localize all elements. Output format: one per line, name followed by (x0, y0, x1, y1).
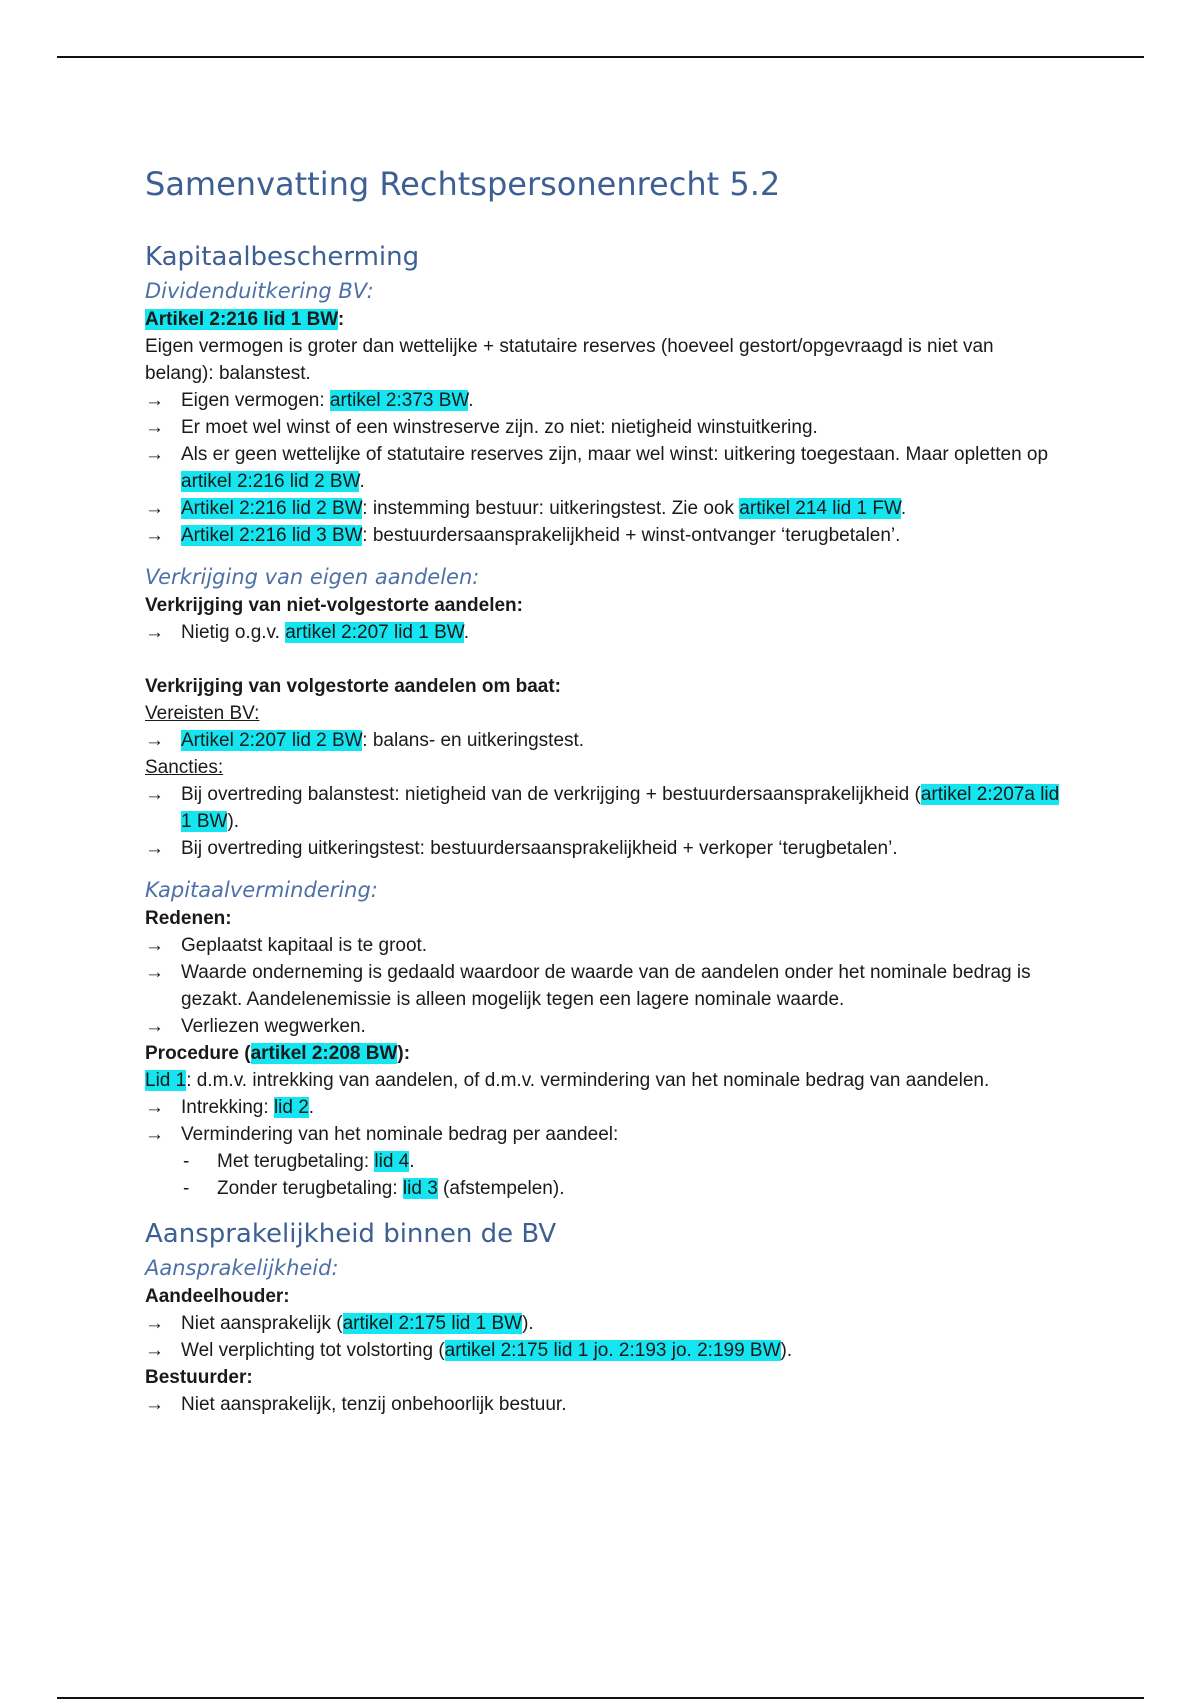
bold-label: Aandeelhouder: (145, 1286, 290, 1307)
sub-list-item: - Met terugbetaling: lid 4. (145, 1148, 1060, 1175)
bold-label: Bestuurder: (145, 1367, 253, 1388)
highlight: Lid 1 (145, 1070, 187, 1091)
list-item: → Verliezen wegwerken. (145, 1013, 1060, 1040)
list-item: → Geplaatst kapitaal is te groot. (145, 932, 1060, 959)
list-item: → Bij overtreding uitkeringstest: bestuurdersaansprakelijkheid + verkoper ‘terugbetalen’. (145, 835, 1060, 862)
highlight: artikel 2:216 lid 2 BW (181, 471, 360, 492)
highlight: Artikel 2:216 lid 2 BW (181, 498, 363, 519)
top-rule (57, 56, 1144, 58)
arrow-icon: → (145, 390, 164, 411)
subheading-aansprakelijkheid: Aansprakelijkheid: (145, 1256, 339, 1280)
list-item: → Artikel 2:216 lid 2 BW: instemming bestuur: uitkeringstest. Zie ook artikel 214 lid 1 FW. (145, 495, 1060, 522)
highlight: artikel 214 lid 1 FW (739, 498, 901, 519)
bottom-rule (57, 1697, 1144, 1699)
underlined-label: Vereisten BV: (145, 703, 260, 724)
arrow-icon: → (145, 1124, 164, 1145)
highlight: Artikel 2:216 lid 1 BW (145, 309, 338, 330)
bold-label: Verkrijging van niet-volgestorte aandelen: (145, 595, 523, 616)
arrow-icon: → (145, 622, 164, 643)
bold-label: Verkrijging van volgestorte aandelen om baat: (145, 676, 562, 697)
arrow-icon: → (145, 1016, 164, 1037)
arrow-icon: → (145, 838, 164, 859)
highlight: lid 4 (374, 1151, 410, 1172)
paragraph: Eigen vermogen is groter dan wettelijke + statutaire reserves (hoeveel gestort/opgevraagd is niet van belang): balanstest. (145, 336, 994, 384)
list-item: → Artikel 2:207 lid 2 BW: balans- en uitkeringstest. (145, 727, 1060, 754)
highlight: Artikel 2:216 lid 3 BW (181, 525, 363, 546)
highlight: artikel 2:207a lid 1 BW (181, 784, 1060, 832)
arrow-icon: → (145, 935, 164, 956)
highlight: artikel 2:208 BW (250, 1043, 398, 1064)
list-item: → Waarde onderneming is gedaald waardoor de waarde van de aandelen onder het nominale bedrag is gezakt. Aandelenemissie is alleen mogelijk tegen een lagere nominale waarde. (145, 959, 1060, 1013)
document-title: Samenvatting Rechtspersonenrecht 5.2 (145, 165, 781, 203)
list-item: → Als er geen wettelijke of statutaire reserves zijn, maar wel winst: uitkering toegestaan. Maar opletten op artikel 2:216 lid 2 BW. (145, 441, 1060, 495)
highlight: lid 3 (402, 1178, 438, 1199)
arrow-icon: → (145, 417, 164, 438)
subheading-dividenduitkering: Dividenduitkering BV: (145, 279, 374, 303)
list-item: → Eigen vermogen: artikel 2:373 BW. (145, 387, 1060, 414)
underlined-label: Sancties: (145, 757, 224, 778)
arrow-icon: → (145, 1394, 164, 1415)
bold-label: Procedure (artikel 2:208 BW): (145, 1043, 411, 1064)
arrow-icon: → (145, 730, 164, 751)
arrow-icon: → (145, 444, 164, 465)
subheading-verkrijging: Verkrijging van eigen aandelen: (145, 565, 480, 589)
list-item: → Nietig o.g.v. artikel 2:207 lid 1 BW. (145, 619, 1060, 646)
list-item: → Er moet wel winst of een winstreserve zijn. zo niet: nietigheid winstuitkering. (145, 414, 1060, 441)
paragraph: Lid 1: d.m.v. intrekking van aandelen, of d.m.v. vermindering van het nominale bedrag van aandelen. (145, 1070, 990, 1091)
list-item: → Niet aansprakelijk (artikel 2:175 lid 1 BW). (145, 1310, 1060, 1337)
article-heading: Artikel 2:216 lid 1 BW: (145, 309, 345, 330)
list-item: → Wel verplichting tot volstorting (artikel 2:175 lid 1 jo. 2:193 jo. 2:199 BW). (145, 1337, 1060, 1364)
highlight: lid 2 (273, 1097, 309, 1118)
list-item: → Artikel 2:216 lid 3 BW: bestuurdersaansprakelijkheid + winst-ontvanger ‘terugbetalen’. (145, 522, 1060, 549)
heading-kapitaalbescherming: Kapitaalbescherming (145, 242, 420, 272)
bold-label: Redenen: (145, 908, 232, 929)
arrow-icon: → (145, 962, 164, 983)
arrow-icon: → (145, 498, 164, 519)
highlight: artikel 2:373 BW (329, 390, 469, 411)
subheading-kapitaalvermindering: Kapitaalvermindering: (145, 878, 378, 902)
highlight: artikel 2:207 lid 1 BW (285, 622, 464, 643)
list-item: → Niet aansprakelijk, tenzij onbehoorlijk bestuur. (145, 1391, 1060, 1418)
arrow-icon: → (145, 784, 164, 805)
document-body (145, 160, 1060, 1418)
arrow-icon: → (145, 1340, 164, 1361)
dash-marker: - (183, 1178, 190, 1199)
arrow-icon: → (145, 1097, 164, 1118)
dash-marker: - (183, 1151, 190, 1172)
arrow-icon: → (145, 1313, 164, 1334)
arrow-icon: → (145, 525, 164, 546)
highlight: Artikel 2:207 lid 2 BW (181, 730, 363, 751)
list-item: → Vermindering van het nominale bedrag per aandeel: (145, 1121, 1060, 1148)
highlight: artikel 2:175 lid 1 jo. 2:193 jo. 2:199 BW (444, 1340, 781, 1361)
heading-aansprakelijkheid: Aansprakelijkheid binnen de BV (145, 1219, 557, 1249)
list-item: → Intrekking: lid 2. (145, 1094, 1060, 1121)
list-item: → Bij overtreding balanstest: nietigheid van de verkrijging + bestuurdersaansprakelijkheid (artikel 2:207a lid 1 BW). (145, 781, 1060, 835)
highlight: artikel 2:175 lid 1 BW (342, 1313, 523, 1334)
sub-list-item: - Zonder terugbetaling: lid 3 (afstempelen). (145, 1175, 1060, 1202)
